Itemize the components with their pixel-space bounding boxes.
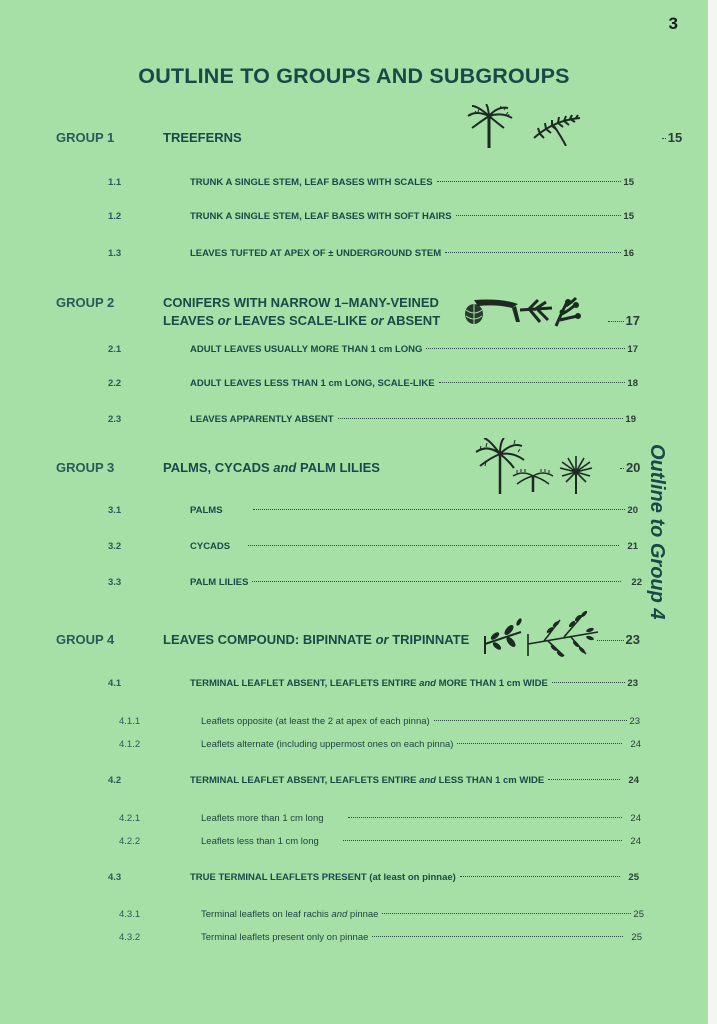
subgroup-number: 2.3 <box>108 414 122 425</box>
subgroup-page: 23 <box>627 678 638 689</box>
conifer-twig-icon <box>518 298 554 328</box>
subgroup-number: 1.1 <box>108 177 122 188</box>
subgroup-row-1-2 <box>190 211 634 222</box>
item-page: 24 <box>630 739 641 750</box>
subgroup-number: 1.2 <box>108 211 122 222</box>
subgroup-page: 21 <box>627 541 638 552</box>
subgroup-page: 18 <box>627 378 638 389</box>
subgroup-row-3-2 <box>190 541 638 552</box>
item-number: 4.3.1 <box>119 909 141 920</box>
item-number: 4.1.2 <box>119 739 141 750</box>
subgroup-page: 17 <box>627 344 638 355</box>
subgroup-page: 20 <box>627 505 638 516</box>
group-2-title-line1: CONIFERS WITH NARROW 1–MANY-VEINED <box>163 295 439 310</box>
group-2-title-line2: LEAVES or LEAVES SCALE-LIKE or ABSENT <box>163 313 441 328</box>
group-1-title: TREEFERNS <box>163 130 242 145</box>
item-number: 4.3.2 <box>119 932 141 943</box>
item-page: 25 <box>633 909 644 920</box>
subgroup-row-3-1 <box>190 505 638 516</box>
subgroup-row-1-3 <box>190 248 634 259</box>
cycad-icon <box>511 468 555 492</box>
bipinnate-leaf-icon <box>481 614 525 658</box>
item-number: 4.2.1 <box>119 813 141 824</box>
subgroup-page: 15 <box>623 211 634 222</box>
palm-lily-icon <box>558 456 594 494</box>
subgroup-text: PALM LILIES <box>190 577 249 588</box>
subgroup-text: TRUNK A SINGLE STEM, LEAF BASES WITH SCALES <box>190 177 433 188</box>
page-title: OUTLINE TO GROUPS AND SUBGROUPS <box>138 64 570 88</box>
conifer-leaf-icon <box>472 296 524 330</box>
subgroup-row-4-2 <box>190 775 639 786</box>
subgroup-page: 25 <box>628 872 639 883</box>
subgroup-text: ADULT LEAVES USUALLY MORE THAN 1 cm LONG <box>190 344 423 355</box>
subgroup-number: 3.3 <box>108 577 122 588</box>
subgroup-text: TRUE TERMINAL LEAFLETS PRESENT (at least on pinnae) <box>190 872 456 883</box>
fern-frond-icon <box>532 114 582 146</box>
item-row-4-2-1 <box>201 813 641 824</box>
subgroup-row-4-1 <box>190 678 638 689</box>
group-2-label: GROUP 2 <box>56 295 115 310</box>
subgroup-text: PALMS <box>190 505 223 516</box>
subgroup-text: TERMINAL LEAFLET ABSENT, LEAFLETS ENTIRE and MORE THAN 1 cm WIDE <box>190 678 548 689</box>
group-4-page: 23 <box>625 632 640 647</box>
group-1-page: 15 <box>667 130 683 145</box>
item-page: 24 <box>630 836 641 847</box>
subgroup-number: 2.2 <box>108 378 122 389</box>
group-3-page: 20 <box>625 460 641 475</box>
item-text: Terminal leaflets on leaf rachis and pinnae <box>201 909 379 920</box>
item-number: 4.2.2 <box>119 836 141 847</box>
subgroup-number: 4.1 <box>108 678 122 689</box>
subgroup-number: 4.3 <box>108 872 122 883</box>
subgroup-text: LEAVES TUFTED AT APEX OF ± UNDERGROUND STEM <box>190 248 442 259</box>
item-row-4-3-2 <box>201 932 642 943</box>
item-page: 24 <box>630 813 641 824</box>
item-row-4-1-2 <box>201 739 641 750</box>
subgroup-text: LEAVES APPARENTLY ABSENT <box>190 414 334 425</box>
group-4-title: LEAVES COMPOUND: BIPINNATE or TRIPINNATE <box>163 632 470 647</box>
subgroup-text: CYCADS <box>190 541 231 552</box>
subgroup-number: 3.2 <box>108 541 122 552</box>
item-text: Leaflets alternate (including uppermost ones on each pinna) <box>201 739 454 750</box>
page-edge <box>708 0 717 1024</box>
scale-leaf-icon <box>552 296 582 328</box>
subgroup-number: 3.1 <box>108 505 122 516</box>
subgroup-page: 15 <box>623 177 634 188</box>
item-row-4-3-1 <box>201 909 644 920</box>
subgroup-row-2-3 <box>190 414 636 425</box>
subgroup-row-2-1 <box>190 344 638 355</box>
group-2-page: 17 <box>625 313 640 328</box>
group-3-label: GROUP 3 <box>56 460 115 475</box>
subgroup-row-2-2 <box>190 378 638 389</box>
item-number: 4.1.1 <box>119 716 141 727</box>
group-1-label: GROUP 1 <box>56 130 115 145</box>
subgroup-page: 22 <box>631 577 642 588</box>
side-tab-label: Outline to Group 4 <box>646 444 668 620</box>
subgroup-page: 19 <box>625 414 636 425</box>
item-page: 25 <box>631 932 642 943</box>
subgroup-page: 24 <box>628 775 639 786</box>
item-page: 23 <box>629 716 640 727</box>
subgroup-row-4-3 <box>190 872 639 883</box>
subgroup-number: 1.3 <box>108 248 122 259</box>
subgroup-text: ADULT LEAVES LESS THAN 1 cm LONG, SCALE-LIKE <box>190 378 435 389</box>
tripinnate-leaf-icon <box>524 610 600 662</box>
item-text: Leaflets opposite (at least the 2 at apex of each pinna) <box>201 716 430 727</box>
subgroup-row-3-3 <box>190 577 642 588</box>
item-text: Leaflets less than 1 cm long <box>201 836 319 847</box>
subgroup-text: TERMINAL LEAFLET ABSENT, LEAFLETS ENTIRE and LESS THAN 1 cm WIDE <box>190 775 545 786</box>
subgroup-number: 4.2 <box>108 775 122 786</box>
subgroup-page: 16 <box>623 248 634 259</box>
item-text: Terminal leaflets present only on pinnae <box>201 932 369 943</box>
treefern-icon <box>466 104 514 148</box>
subgroup-row-1-1 <box>190 177 634 188</box>
item-row-4-2-2 <box>201 836 641 847</box>
subgroup-number: 2.1 <box>108 344 122 355</box>
page-number: 3 <box>668 14 678 33</box>
group-3-title: PALMS, CYCADS and PALM LILIES <box>163 460 380 475</box>
subgroup-text: TRUNK A SINGLE STEM, LEAF BASES WITH SOFT HAIRS <box>190 211 452 222</box>
item-row-4-1-1 <box>201 716 640 727</box>
item-text: Leaflets more than 1 cm long <box>201 813 324 824</box>
group-4-label: GROUP 4 <box>56 632 115 647</box>
